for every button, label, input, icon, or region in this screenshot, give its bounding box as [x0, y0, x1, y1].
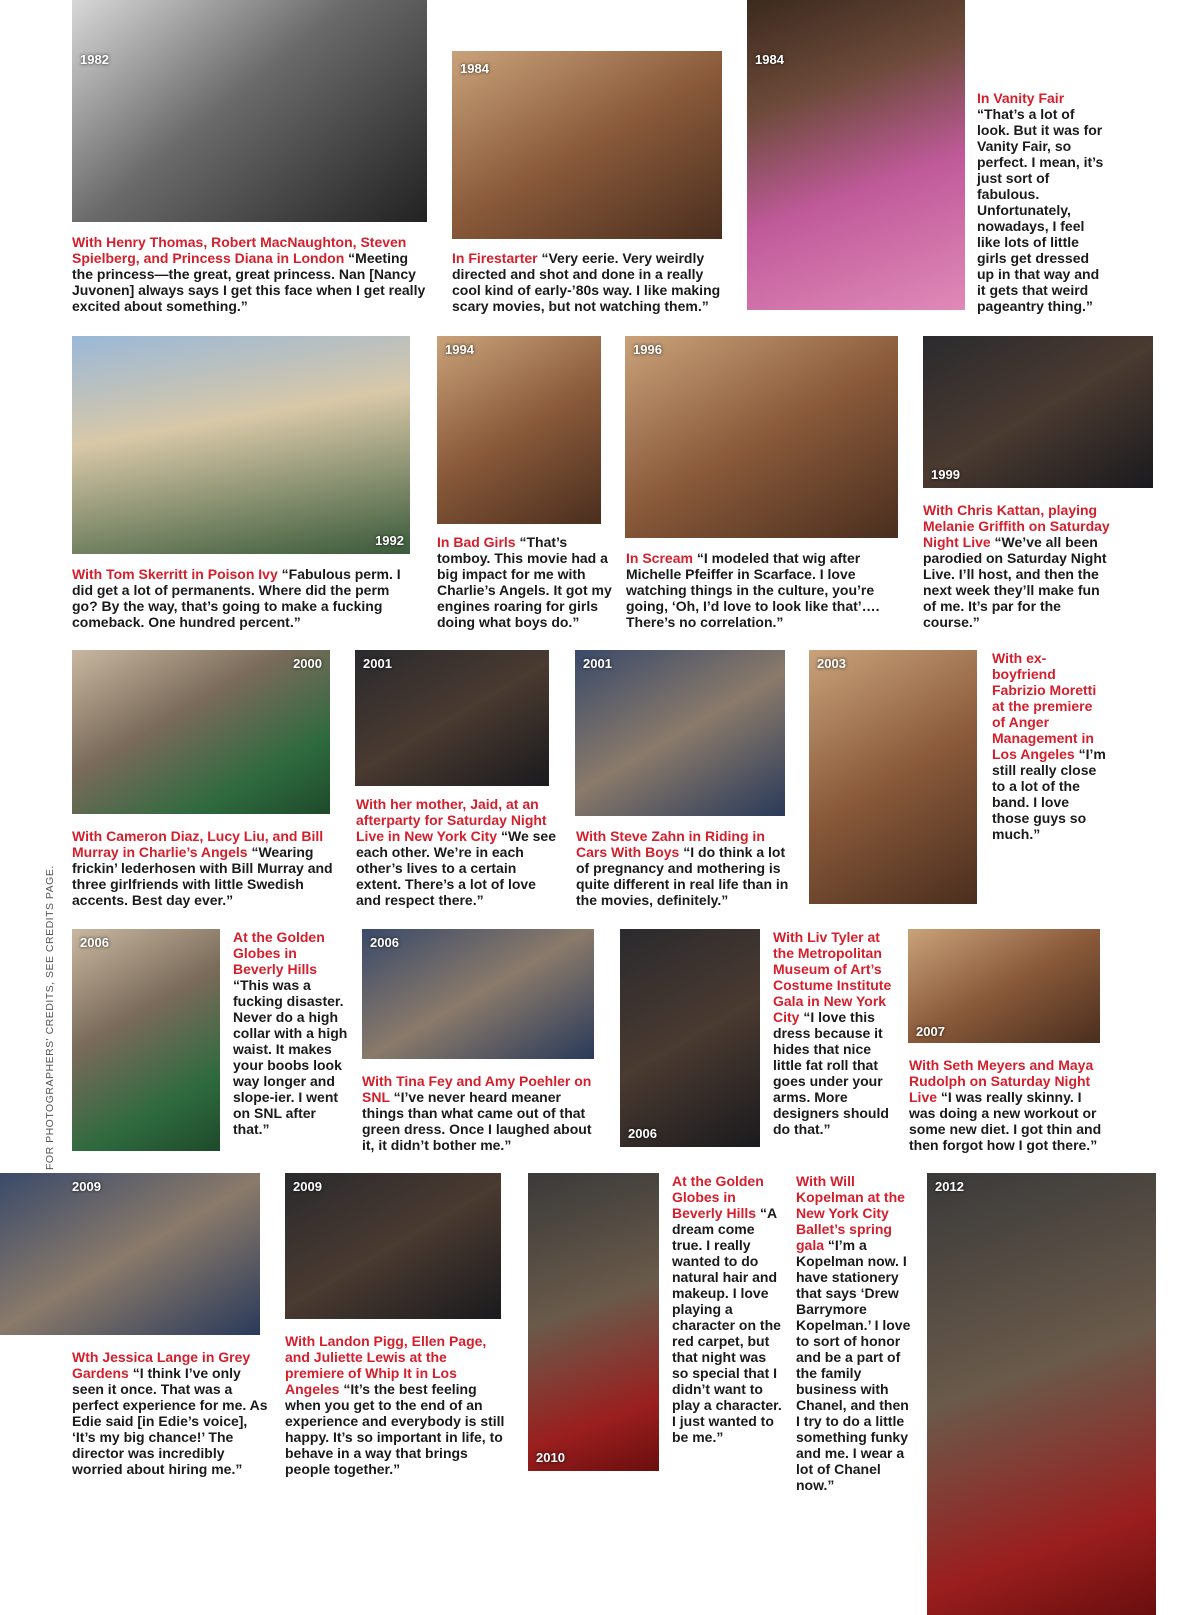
caption-2001-mother: [356, 796, 556, 908]
caption-quote: “That’s a lot of look. But it was for Vanity Fair, so perfect. I mean, it’s just sort of fabulous. Unfortunately, nowadays, I feel like lots of little girls get dressed up in that way and it gets that weird pageantry thing.”: [977, 106, 1104, 314]
caption-quote: “Meeting the princess—the great, great princess. Nan [Nancy Juvonen] always says I get this face when I get really excited about something.”: [72, 250, 426, 314]
year-label: 2009: [293, 1179, 322, 1194]
caption-quote: “We see each other. We’re in each other’s lives to a certain extent. There’s a lot of love and respect there.”: [356, 828, 556, 908]
photo-2006-golden-globes: [72, 929, 220, 1151]
caption-1992: [72, 566, 417, 630]
year-label: 2003: [817, 656, 846, 671]
caption-quote: “I was really skinny. I was doing a new workout or some new diet. I got thin and then forgot how I got there.”: [909, 1089, 1102, 1153]
caption-lead: With Cameron Diaz, Lucy Liu, and Bill Murray in Charlie’s Angels: [72, 828, 324, 860]
year-label: 2006: [370, 935, 399, 950]
photo-2012: [927, 1173, 1156, 1615]
caption-1996: [626, 550, 906, 630]
photo-2010: [528, 1173, 659, 1471]
photo-1982: [72, 0, 427, 222]
year-label: 1992: [375, 533, 404, 548]
caption-quote: “I do think a lot of pregnancy and mothering is quite different in real life than in the movies, definitely.”: [576, 844, 789, 908]
year-label: 2012: [935, 1179, 964, 1194]
caption-lead: With Will Kopelman at the New York City Ballet’s spring gala: [796, 1173, 905, 1253]
caption-quote: “Wearing frickin’ lederhosen with Bill Murray and three girlfriends with little Swedish accents. Best day ever.”: [72, 844, 333, 908]
caption-2009-whip-it: [285, 1333, 505, 1477]
photo-2009-whip-it: [285, 1173, 501, 1319]
photo-1984-vanity-fair: [747, 0, 965, 310]
caption-quote: “Very eerie. Very weirdly directed and shot and done in a really cool kind of early-’80s way. I like making scary movies, but not watching them.”: [452, 250, 721, 314]
photo-1994: [437, 336, 601, 524]
caption-quote: “I love this dress because it hides that nice little fat roll that goes under your arms. More designers should do that.”: [773, 1009, 889, 1137]
credit-text: FOR PHOTOGRAPHERS' CREDITS, SEE CREDITS PAGE.: [44, 865, 56, 1170]
caption-quote: “We’ve all been parodied on Saturday Night Live. I’ll host, and then the next week they’ll make fun of me. It’s par for the course.”: [923, 534, 1107, 630]
caption-lead: With Landon Pigg, Ellen Page, and Juliette Lewis at the premiere of Whip It in Los Angeles: [285, 1333, 487, 1397]
caption-lead: In Bad Girls: [437, 534, 516, 550]
year-label: 2006: [628, 1126, 657, 1141]
year-label: 2010: [536, 1450, 565, 1465]
caption-lead: In Vanity Fair: [977, 90, 1065, 106]
caption-1994: [437, 534, 612, 630]
photo-2006-snl: [362, 929, 594, 1059]
caption-quote: “I’m still really close to a lot of the band. I love those guys so much.”: [992, 746, 1106, 842]
caption-lead: With Tom Skerritt in Poison Ivy: [72, 566, 278, 582]
caption-lead: In Scream: [626, 550, 693, 566]
photo-2006-met-gala: [620, 929, 760, 1147]
caption-lead: With Henry Thomas, Robert MacNaughton, Steven Spielberg, and Princess Diana in London: [72, 234, 407, 266]
caption-lead: At the Golden Globes in Beverly Hills: [233, 929, 325, 977]
photo-1996: [625, 336, 898, 538]
caption-lead: Wth Jessica Lange in Grey Gardens: [72, 1349, 251, 1381]
caption-quote: “This was a fucking disaster. Never do a high collar with a high waist. It makes your boobs look way longer and slope-ier. I went on SNL after that.”: [233, 977, 348, 1137]
year-label: 1984: [755, 52, 784, 67]
caption-2003: [992, 650, 1107, 842]
caption-quote: “I’m a Kopelman now. I have stationery that says ‘Drew Barrymore Kopelman.’ I love to sort of honor and be a part of the family business with Chanel, and then I try to do a little something funky and me. I wear a lot of Chanel now.”: [796, 1237, 911, 1493]
caption-2007: [909, 1057, 1109, 1153]
caption-1984-firestarter: [452, 250, 727, 314]
caption-quote: “A dream come true. I really wanted to do natural hair and makeup. I love playing a character on the red carpet, but that night was so special that I didn’t want to play a character. I just wanted to be me.”: [672, 1205, 782, 1445]
photo-2001-riding: [575, 650, 785, 816]
photo-2003: [809, 650, 977, 904]
caption-lead: With her mother, Jaid, at an afterparty for Saturday Night Live in New York City: [356, 796, 547, 844]
caption-quote: “I modeled that wig after Michelle Pfeiffer in Scarface. I love watching things in the culture, you’re going, ‘Oh, I’d love to look like that’…. There’s no correlation.”: [626, 550, 880, 630]
caption-lead: With ex-boyfriend Fabrizio Moretti at the premiere of Anger Management in Los Angeles: [992, 650, 1097, 762]
caption-quote: “Fabulous perm. I did get a lot of permanents. Where did the perm go? By the way, that’s going to make a fucking comeback. One hundred percent.”: [72, 566, 401, 630]
caption-1999: [923, 502, 1113, 630]
year-label: 2007: [916, 1024, 945, 1039]
caption-quote: “It’s the best feeling when you get to the end of an experience and everybody is still happy. It’s so important in life, to behave in a way that brings people together.”: [285, 1381, 505, 1477]
year-label: 2001: [583, 656, 612, 671]
caption-1984-vanity-fair: [977, 90, 1107, 314]
caption-lead: With Liv Tyler at the Metropolitan Museum of Art’s Costume Institute Gala in New York City: [773, 929, 892, 1025]
year-label: 2006: [80, 935, 109, 950]
photo-2000: [72, 650, 330, 814]
photo-credit-note: [40, 865, 58, 1170]
year-label: 2009: [72, 1179, 101, 1194]
photo-2001-mother: [355, 650, 549, 786]
caption-2006-golden-globes: [233, 929, 348, 1137]
year-label: 1984: [460, 61, 489, 76]
caption-lead: In Firestarter: [452, 250, 538, 266]
photo-2007: [908, 929, 1100, 1043]
year-label: 1994: [445, 342, 474, 357]
photo-1984-firestarter: [452, 51, 722, 239]
year-label: 1999: [931, 467, 960, 482]
photo-1999: [923, 336, 1153, 488]
caption-lead: With Steve Zahn in Riding in Cars With Boys: [576, 828, 765, 860]
caption-2010: [672, 1173, 782, 1445]
year-label: 1982: [80, 52, 109, 67]
year-label: 1996: [633, 342, 662, 357]
photo-1992: [72, 336, 410, 554]
caption-lead: With Tina Fey and Amy Poehler on SNL: [362, 1073, 592, 1105]
caption-lead: With Chris Kattan, playing Melanie Griffith on Saturday Night Live: [923, 502, 1110, 550]
caption-quote: “I think I’ve only seen it once. That was a perfect experience for me. As Edie said [in Edie’s voice], ‘It’s my big chance!’ The director was incredibly worried about hiring me.”: [72, 1365, 268, 1477]
caption-quote: “I’ve never heard meaner things than what came out of that green dress. Once I laughed about it, it didn’t bother me.”: [362, 1089, 592, 1153]
caption-quote: “That’s tomboy. This movie had a big impact for me with Charlie’s Angels. It got my engines roaring for girls doing what boys do.”: [437, 534, 612, 630]
caption-2006-snl: [362, 1073, 597, 1153]
caption-2012: [796, 1173, 916, 1493]
photo-2009-grey-gardens: [0, 1173, 260, 1335]
caption-2000: [72, 828, 334, 908]
caption-1982: [72, 234, 432, 314]
caption-2009-grey-gardens: [72, 1349, 272, 1477]
caption-lead: At the Golden Globes in Beverly Hills: [672, 1173, 764, 1221]
caption-lead: With Seth Meyers and Maya Rudolph on Saturday Night Live: [909, 1057, 1094, 1105]
caption-2001-riding: [576, 828, 796, 908]
year-label: 2001: [363, 656, 392, 671]
caption-2006-met-gala: [773, 929, 893, 1137]
year-label: 2000: [293, 656, 322, 671]
